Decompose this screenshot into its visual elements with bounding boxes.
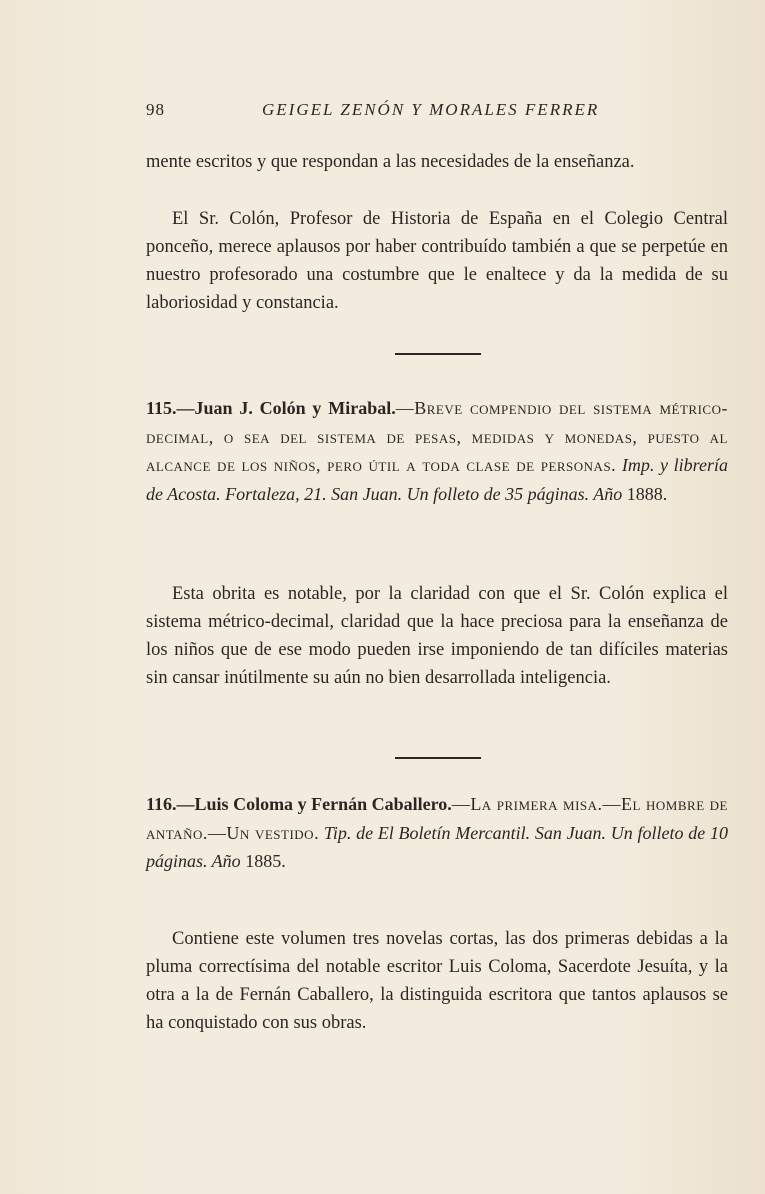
paragraph-colon-praise: El Sr. Colón, Profesor de Historia de España en el Colegio Central ponceño, merece aplausos por haber contribuído también a que se perpetúe en nuestro profesorado una costumbre que le enaltece y da la medida de su laboriosidad y constancia. xyxy=(146,209,728,313)
bibliography-entry-116 xyxy=(146,790,728,876)
entry-115-comment: Esta obrita es notable, por la claridad con que el Sr. Colón explica el sistema métrico-decimal, claridad que la hace preciosa para la enseñanza de los niños que de ese modo pueden irse imponiendo de tan difíciles materias sin cansar inútilmente su aún no bien desarrollada inteligencia. xyxy=(146,584,728,688)
page-number: 98 xyxy=(146,100,165,119)
entry-imprint: Tip. de El Boletín Mercantil. San Juan. Un folleto de 10 páginas. Año xyxy=(146,822,728,871)
entry-year: 1885. xyxy=(245,851,286,871)
entry-year: 1888. xyxy=(626,483,668,504)
entry-116-comment: Contiene este volumen tres novelas cortas, las dos primeras debidas a la pluma correctísima del notable escritor Luis Coloma, Sacerdote Jesuíta, y la otra a la de Fernán Caballero, la distinguida escritora que tantos aplausos se ha conquistado con sus obras. xyxy=(146,929,728,1033)
section-divider xyxy=(395,353,481,355)
entry-title: —La primera misa.—El hombre de antaño.—Un vestido. xyxy=(146,794,728,843)
section-divider xyxy=(395,757,481,759)
entry-title: —Breve compendio del sistema métrico-decimal, o sea del sistema de pesas, medidas y monedas, puesto al alcance de los niños, pero útil a toda clase de personas. xyxy=(146,398,728,475)
page-header xyxy=(146,100,728,130)
entry-author: —Juan J. Colón y Mirabal. xyxy=(176,398,396,418)
bibliography-entry-115 xyxy=(146,394,728,508)
entry-number: 115. xyxy=(146,398,177,418)
entry-author: —Luis Coloma y Fernán Caballero. xyxy=(176,794,452,814)
paragraph-continuation: mente escritos y que respondan a las necesidades de la enseñanza. xyxy=(146,152,635,172)
entry-number: 116. xyxy=(146,794,177,814)
running-head: GEIGEL ZENÓN Y MORALES FERRER xyxy=(262,100,600,119)
entry-imprint: Imp. y librería de Acosta. Fortaleza, 21. San Juan. Un folleto de 35 páginas. Año xyxy=(146,455,729,504)
